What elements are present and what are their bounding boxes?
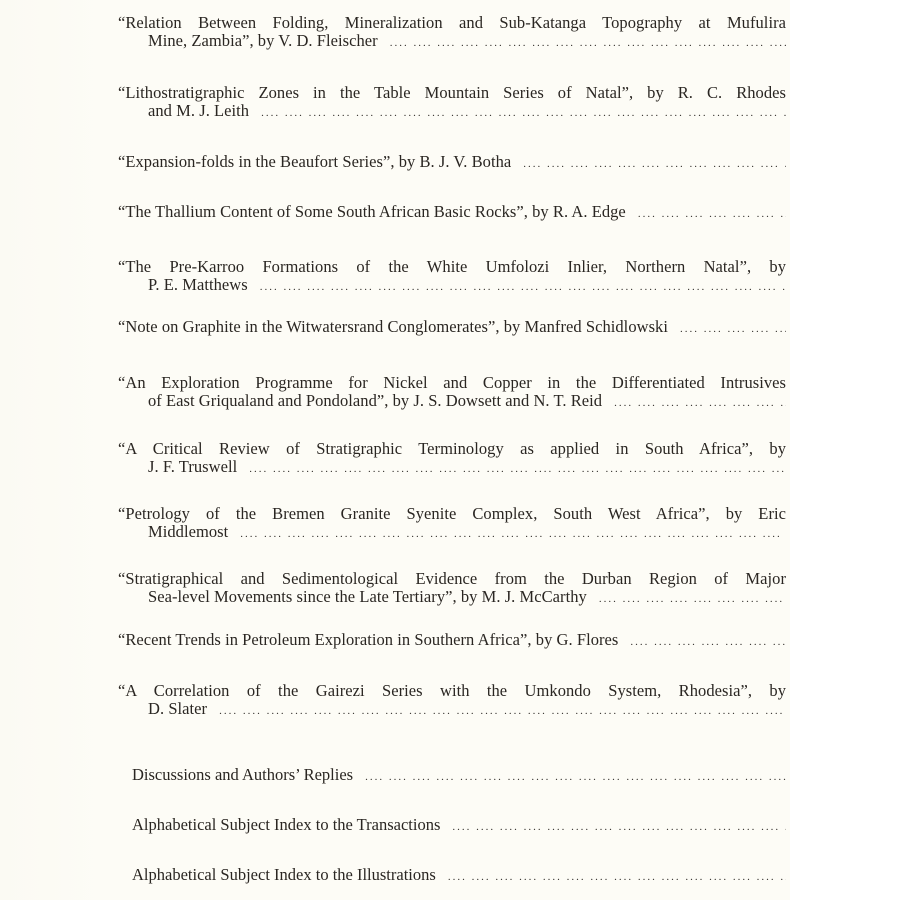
entry-line (132, 766, 786, 786)
entry-title-line: “An Exploration Programme for Nickel and Copper in the Differentiated Intrusives (118, 374, 786, 392)
entry-line (132, 816, 786, 836)
entry-author-line (118, 276, 786, 296)
entry-title: “Note on Graphite in the Witwatersrand Conglomerates”, by Manfred Schidlowski (118, 318, 668, 336)
entry-line (118, 153, 786, 173)
entry-author: Sea-level Movements since the Late Tertiary”, by M. J. McCarthy (148, 588, 587, 606)
entry-author: of East Griqualand and Pondoland”, by J. S. Dowsett and N. T. Reid (148, 392, 603, 410)
entry-author-line (118, 102, 786, 122)
entry-line (118, 318, 786, 338)
dot-leader (249, 460, 786, 478)
entry-title-line: “The Pre-Karroo Formations of the White Umfolozi Inlier, Northern Natal”, by (118, 258, 786, 276)
entry-title-line: “A Critical Review of Stratigraphic Terminology as applied in South Africa”, by (118, 440, 786, 458)
dot-leader (261, 104, 786, 122)
entry-author-line (118, 458, 786, 478)
entry-line (118, 203, 786, 223)
entry-title: Discussions and Authors’ Replies (132, 766, 354, 784)
entry-title: Alphabetical Subject Index to the Illustrations (132, 866, 436, 884)
dot-leader (448, 868, 786, 886)
dot-leader (240, 525, 786, 543)
entry-title: “Recent Trends in Petroleum Exploration in Southern Africa”, by G. Flores (118, 631, 619, 649)
entry-title: Alphabetical Subject Index to the Transactions (132, 816, 441, 834)
dot-leader (680, 320, 786, 338)
entry-title: “Expansion-folds in the Beaufort Series”, by B. J. V. Botha (118, 153, 512, 171)
index-entry-subject-illustrations[interactable] (132, 866, 786, 886)
index-entry-subject-transactions[interactable] (132, 816, 786, 836)
toc-entry-matthews[interactable] (118, 258, 786, 296)
dot-leader (365, 768, 786, 786)
entry-author: and M. J. Leith (148, 102, 250, 120)
entry-author: J. F. Truswell (148, 458, 238, 476)
index-entry-discussions[interactable] (132, 766, 786, 786)
toc-entry-dowsett-reid[interactable] (118, 374, 786, 412)
entry-title-line: “Lithostratigraphic Zones in the Table Mountain Series of Natal”, by R. C. Rhodes (118, 84, 786, 102)
dot-leader (523, 155, 786, 173)
dot-leader (614, 394, 786, 412)
entry-title-line: “A Correlation of the Gairezi Series with the Umkondo System, Rhodesia”, by (118, 682, 786, 700)
entry-title: “The Thallium Content of Some South African Basic Rocks”, by R. A. Edge (118, 203, 626, 221)
dot-leader (630, 633, 786, 651)
entry-title-line: “Stratigraphical and Sedimentological Evidence from the Durban Region of Major (118, 570, 786, 588)
entry-line (118, 631, 786, 651)
toc-entry-truswell[interactable] (118, 440, 786, 478)
entry-author-line (118, 700, 786, 720)
toc-entry-schidlowski[interactable] (118, 318, 786, 338)
dot-leader (260, 278, 786, 296)
entry-line (132, 866, 786, 886)
entry-author-line (118, 392, 786, 412)
toc-entry-botha[interactable] (118, 153, 786, 173)
dot-leader (599, 590, 786, 608)
entry-author-line (118, 32, 786, 52)
toc-entry-edge[interactable] (118, 203, 786, 223)
dot-leader (390, 34, 786, 52)
entry-title-line: “Relation Between Folding, Mineralization and Sub-Katanga Topography at Mufulira (118, 14, 786, 32)
dot-leader (452, 818, 786, 836)
entry-title-line: “Petrology of the Bremen Granite Syenite Complex, South West Africa”, by Eric (118, 505, 786, 523)
toc-entry-slater[interactable] (118, 682, 786, 720)
entry-author: P. E. Matthews (148, 276, 248, 294)
entry-author: D. Slater (148, 700, 208, 718)
dot-leader (638, 205, 786, 223)
entry-author-line (118, 588, 786, 608)
entry-author-line (118, 523, 786, 543)
toc-entry-fleischer[interactable] (118, 14, 786, 52)
dot-leader (219, 702, 786, 720)
entry-author: Mine, Zambia”, by V. D. Fleischer (148, 32, 378, 50)
toc-entry-middlemost[interactable] (118, 505, 786, 543)
toc-entry-rhodes-leith[interactable] (118, 84, 786, 122)
toc-entry-mccarthy[interactable] (118, 570, 786, 608)
toc-entry-flores[interactable] (118, 631, 786, 651)
entry-author: Middlemost (148, 523, 229, 541)
